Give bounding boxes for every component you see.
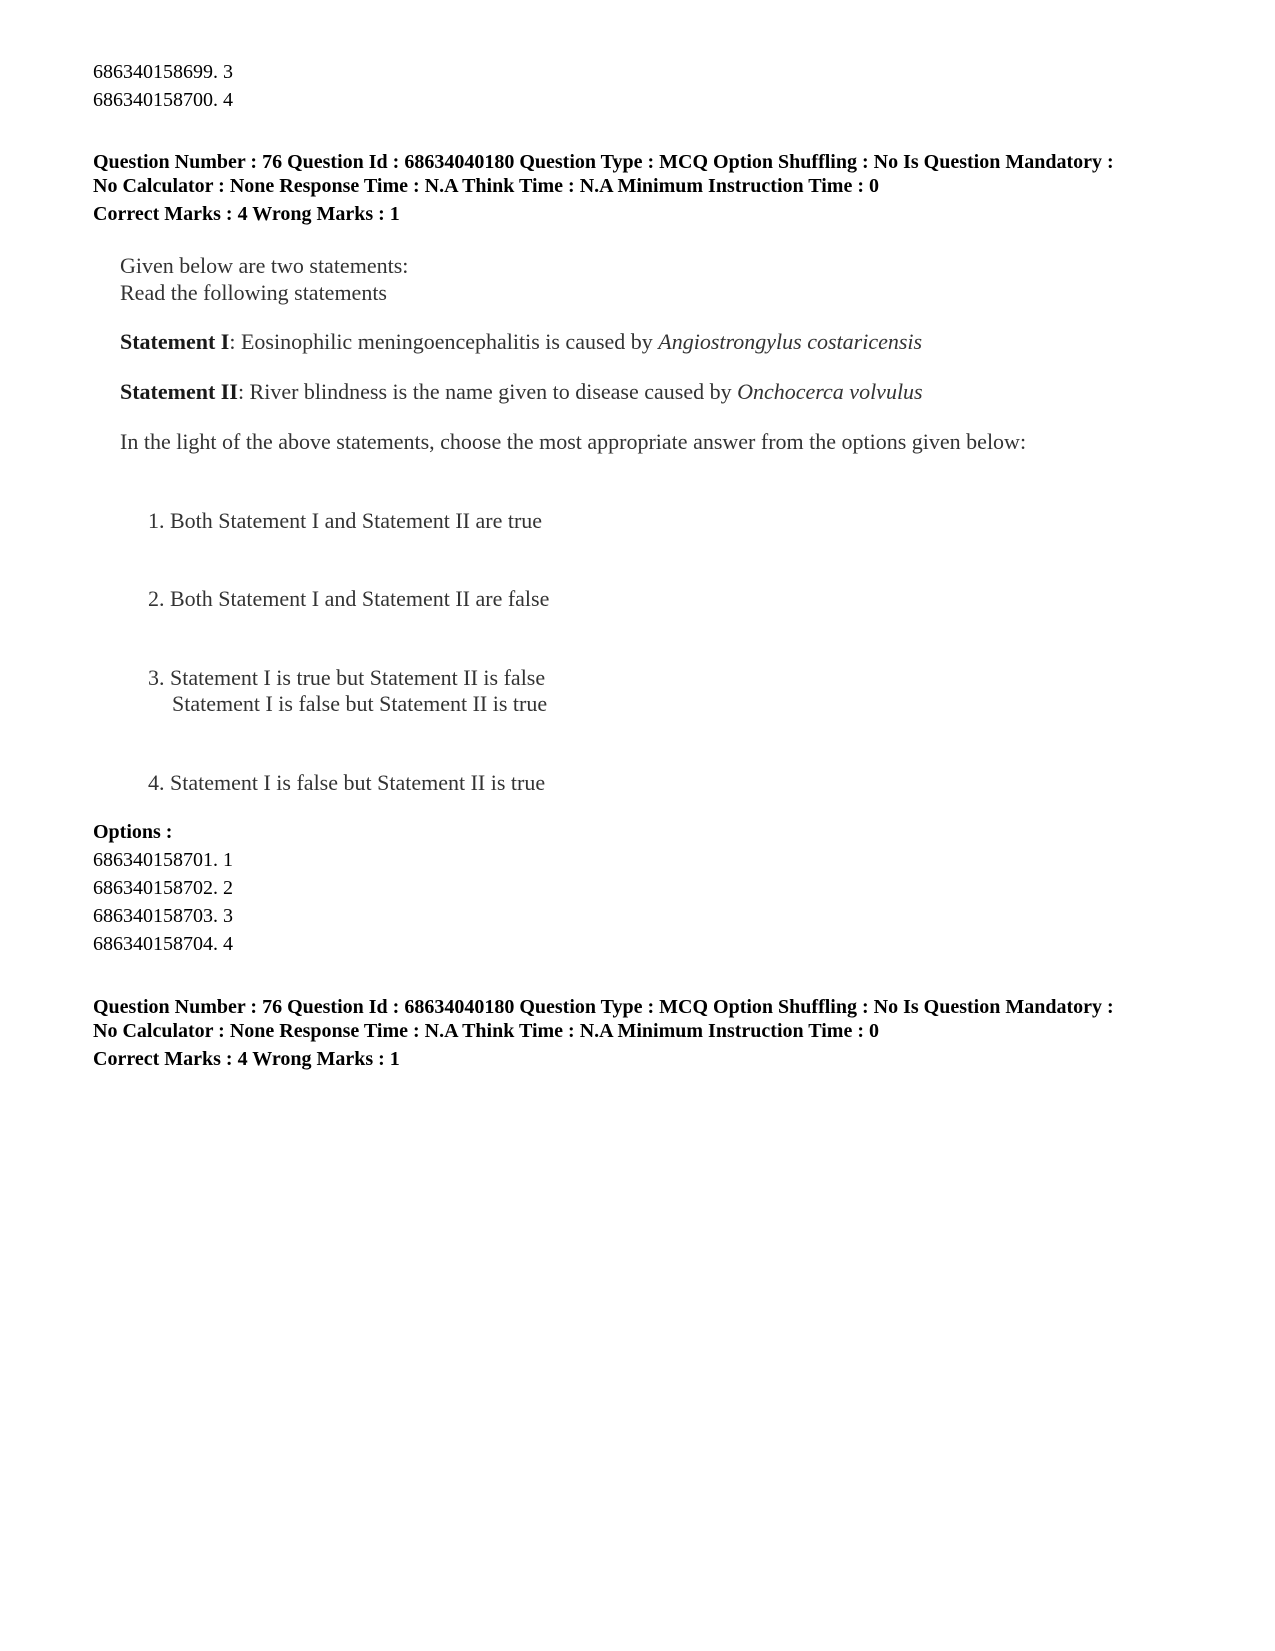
statement-1 [120, 328, 922, 356]
choice-4: 4. Statement I is false but Statement II is true [148, 770, 546, 795]
option-id: 686340158702. [93, 877, 218, 899]
question-meta-line1: Question Number : 76 Question Id : 68634040180 Question Type : MCQ Option Shuffling : No Is Question Mandatory : [93, 996, 1114, 1018]
choice-1: 1. Both Statement I and Statement II are true [148, 508, 543, 533]
statement-2 [120, 378, 923, 406]
question-intro-1: Given below are two statements: [120, 253, 409, 278]
statement-2-label: Statement II [120, 379, 238, 404]
option-row [93, 932, 233, 956]
choice-2: 2. Both Statement I and Statement II are false [148, 586, 550, 611]
option-value: 3 [223, 905, 233, 927]
option-row [93, 848, 233, 872]
statement-2-text: : River blindness is the name given to disease caused by [237, 379, 738, 404]
question-meta-line2: No Calculator : None Response Time : N.A Think Time : N.A Minimum Instruction Time : 0 [93, 1020, 879, 1042]
statement-1-label: Statement I [120, 329, 230, 354]
option-id: 686340158700. [93, 89, 218, 111]
question-body [108, 252, 1138, 837]
option-row [93, 876, 233, 900]
options-label: Options : [93, 821, 173, 843]
question-meta-line2: No Calculator : None Response Time : N.A Think Time : N.A Minimum Instruction Time : 0 [93, 175, 879, 197]
marks-line: Correct Marks : 4 Wrong Marks : 1 [93, 203, 400, 225]
prev-option-row [93, 88, 233, 112]
option-row [93, 904, 233, 928]
question-header [93, 995, 1203, 1043]
statement-1-species: Angiostrongylus costaricensis [658, 329, 923, 354]
statement-1-text: : Eosinophilic meningoencephalitis is caused by [229, 329, 659, 354]
choice-3: 3. Statement I is true but Statement II is false [148, 665, 546, 690]
option-value: 4 [223, 933, 233, 955]
option-value: 2 [223, 877, 233, 899]
question-intro-2: Read the following statements [120, 280, 387, 305]
option-id: 686340158704. [93, 933, 218, 955]
question-header [93, 150, 1203, 198]
option-value: 4 [223, 89, 233, 111]
option-id: 686340158699. [93, 61, 218, 83]
choice-3-continuation: Statement I is false but Statement II is true [172, 691, 548, 716]
option-value: 1 [223, 849, 233, 871]
prev-option-row [93, 60, 233, 84]
statement-2-species: Onchocerca volvulus [737, 379, 923, 404]
option-value: 3 [223, 61, 233, 83]
question-instruction: In the light of the above statements, choose the most appropriate answer from the options given below: [120, 429, 1027, 454]
option-id: 686340158703. [93, 905, 218, 927]
marks-line: Correct Marks : 4 Wrong Marks : 1 [93, 1048, 400, 1070]
option-id: 686340158701. [93, 849, 218, 871]
question-meta-line1: Question Number : 76 Question Id : 68634040180 Question Type : MCQ Option Shuffling : No Is Question Mandatory : [93, 151, 1114, 173]
